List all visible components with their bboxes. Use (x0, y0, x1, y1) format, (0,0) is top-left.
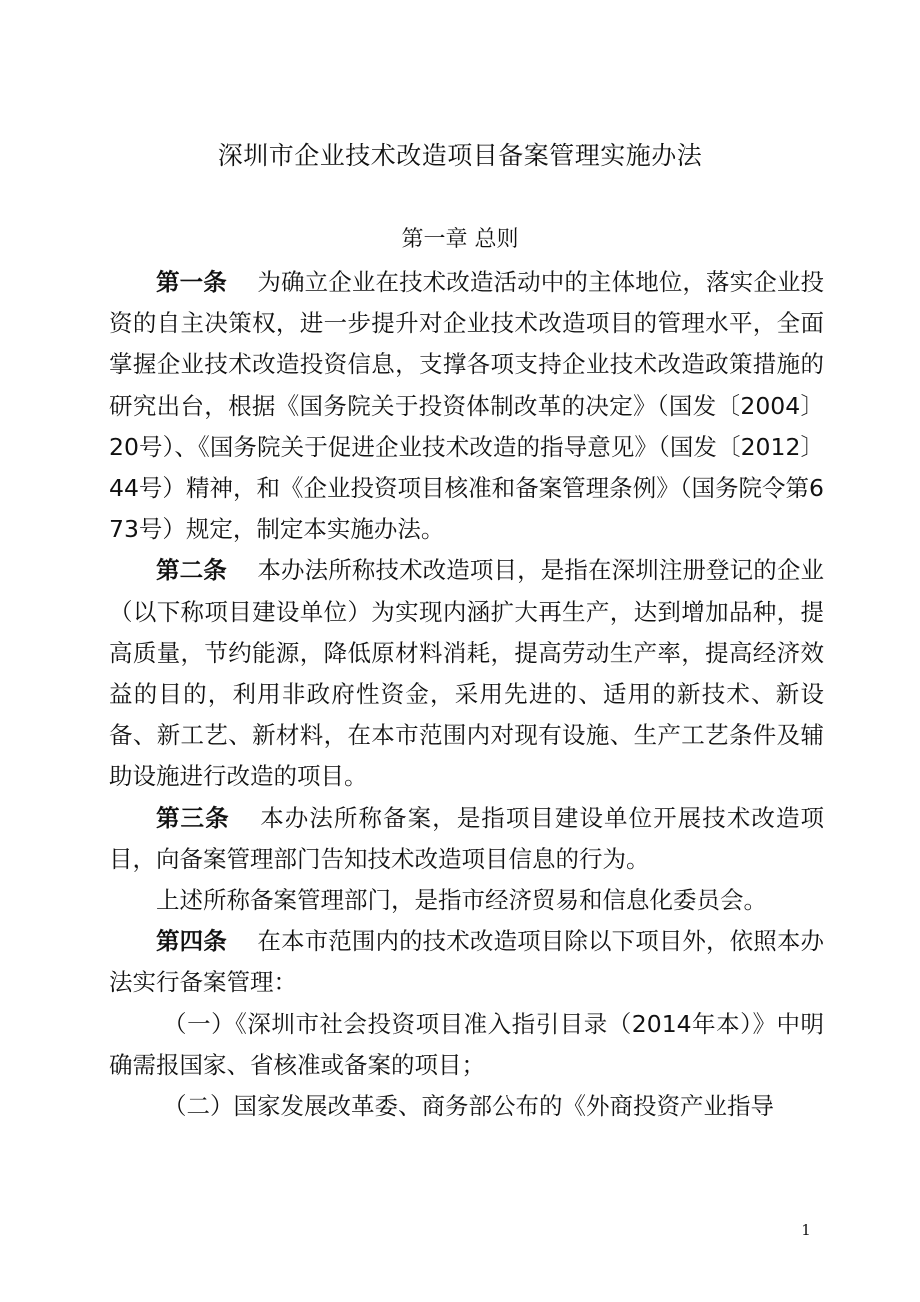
article-text: 在本市范围内的技术改造项目除以下项目外，依照本办法实行备案管理： (109, 927, 825, 997)
list-item-text: （二）国家发展改革委、商务部公布的《外商投资产业指导 (163, 1092, 775, 1121)
article-3 (109, 798, 824, 880)
article-4 (109, 921, 824, 1003)
article-text: 本办法所称备案，是指项目建设单位开展技术改造项目，向备案管理部门告知技术改造项目信息的行为。 (109, 803, 825, 873)
chapter-heading: 第一章 总则 (401, 227, 519, 252)
page-title: 深圳市企业技术改造项目备案管理实施办法 (217, 141, 703, 170)
article-text: 为确立企业在技术改造活动中的主体地位，落实企业投资的自主决策权，进一步提升对企业技术改造项目的管理水平，全面掌握企业技术改造投资信息，支撑各项支持企业技术改造政策措施的研究出台，根据《国务院关于投资体制改革的决定》（国发〔2004〕20号）、《国务院关于促进企业技术改造的指导意见》（国发〔2012〕44号）精神，和《企业投资项目核准和备案管理条例》（国务院令第673号）规定，制定本实施办法。 (109, 268, 825, 544)
list-item-2 (109, 1086, 824, 1127)
article-3-clause (109, 880, 824, 921)
article-label: 第一条 (156, 268, 227, 296)
list-item-text: （一）《深圳市社会投资项目准入指引目录（2014年本）》中明确需报国家、省核准或备案的项目； (109, 1009, 824, 1079)
article-2 (109, 550, 824, 797)
page-number: 1 (801, 1221, 811, 1239)
article-label: 第三条 (156, 803, 230, 832)
paragraph-text: 上述所称备案管理部门，是指市经济贸易和信息化委员会。 (156, 886, 767, 915)
article-label: 第四条 (156, 927, 227, 956)
document-body (109, 262, 824, 1127)
article-text: 本办法所称技术改造项目，是指在深圳注册登记的企业（以下称项目建设单位）为实现内涵扩大再生产，达到增加品种，提高质量，节约能源，降低原材料消耗，提高劳动生产率，提高经济效益的目的，利用非政府性资金，采用先进的、适用的新技术、新设备、新工艺、新材料，在本市范围内对现有设施、生产工艺条件及辅助设施进行改造的项目。 (109, 556, 825, 791)
article-label: 第二条 (156, 556, 227, 585)
article-1 (109, 262, 824, 550)
list-item-1 (109, 1004, 824, 1086)
